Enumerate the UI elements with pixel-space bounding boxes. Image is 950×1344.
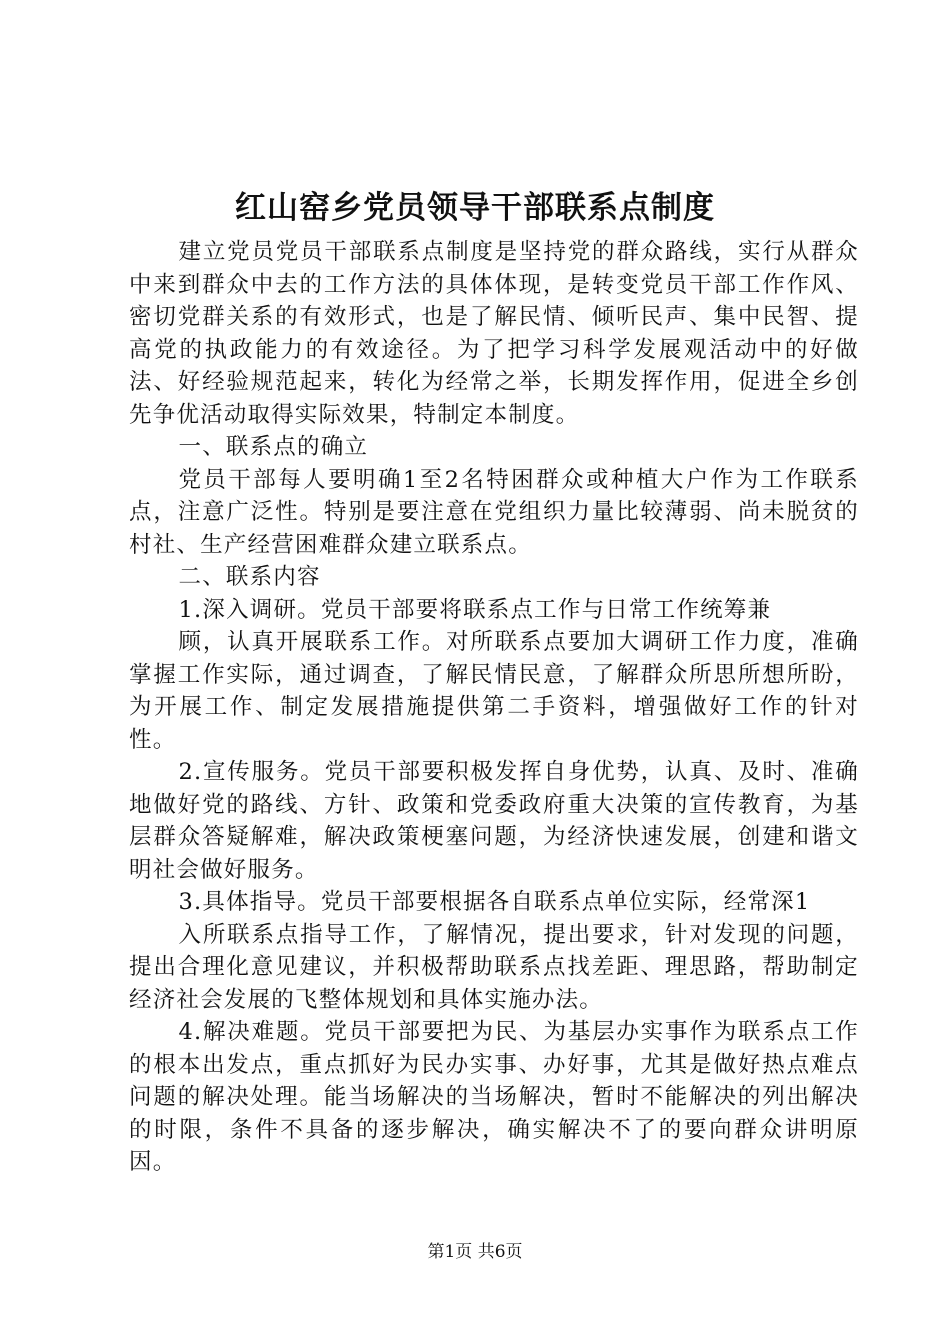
intro-paragraph: 建立党员党员干部联系点制度是坚持党的群众路线，实行从群众中来到群众中去的工作方法的具体体现，是转变党员干部工作作风、密切党群关系的有效形式，也是了解民情、倾听民声、集中民智、提高党的执政能力的有效途径。为了把学习科学发展观活动中的好做法、好经验规范起来，转化为经常之举，长期发挥作用，促进全乡创先争优活动取得实际效果，特制定本制度。 bbox=[129, 239, 859, 428]
item-1-continuation: 顾，认真开展联系工作。对所联系点要加大调研工作力度，准确掌握工作实际，通过调查，了解民情民意，了解群众所思所想所盼，为开展工作、制定发展措施提供第二手资料，增强做好工作的针对性。 bbox=[129, 629, 859, 753]
item-1-lead: 1.深入调研。党员干部要将联系点工作与日常工作统筹兼 bbox=[178, 596, 772, 623]
document-body bbox=[129, 236, 859, 1179]
item-3-lead: 3.具体指导。党员干部要根据各自联系点单位实际，经常深1 bbox=[178, 889, 811, 915]
item-2-paragraph: 2.宣传服务。党员干部要积极发挥自身优势，认真、及时、准确地做好党的路线、方针、政策和党委政府重大决策的宣传教育，为基层群众答疑解难，解决政策梗塞问题，为经济快速发展，创建和谐文明社会做好服务。 bbox=[129, 759, 859, 883]
item-3-continuation: 入所联系点指导工作，了解情况，提出要求，针对发现的问题，提出合理化意见建议，并积极帮助联系点找差距、理思路，帮助制定经济社会发展的飞整体规划和具体实施办法。 bbox=[129, 921, 859, 1013]
item-4-paragraph: 4.解决难题。党员干部要把为民、为基层办实事作为联系点工作的根本出发点，重点抓好为民办实事、办好事，尤其是做好热点难点问题的解决处理。能当场解决的当场解决，暂时不能解决的列出解决的时限，条件不具备的逐步解决，确实解决不了的要向群众讲明原因。 bbox=[129, 1019, 859, 1175]
section-1-paragraph: 党员干部每人要明确1至2名特困群众或种植大户作为工作联系点，注意广泛性。特别是要注意在党组织力量比较薄弱、尚未脱贫的村社、生产经营困难群众建立联系点。 bbox=[129, 466, 859, 558]
document-title: 红山窑乡党员领导干部联系点制度 bbox=[235, 190, 715, 226]
section-heading-2: 二、联系内容 bbox=[178, 564, 321, 590]
page-footer: 第1页 共6页 bbox=[427, 1242, 523, 1262]
section-heading-1: 一、联系点的确立 bbox=[178, 434, 369, 460]
